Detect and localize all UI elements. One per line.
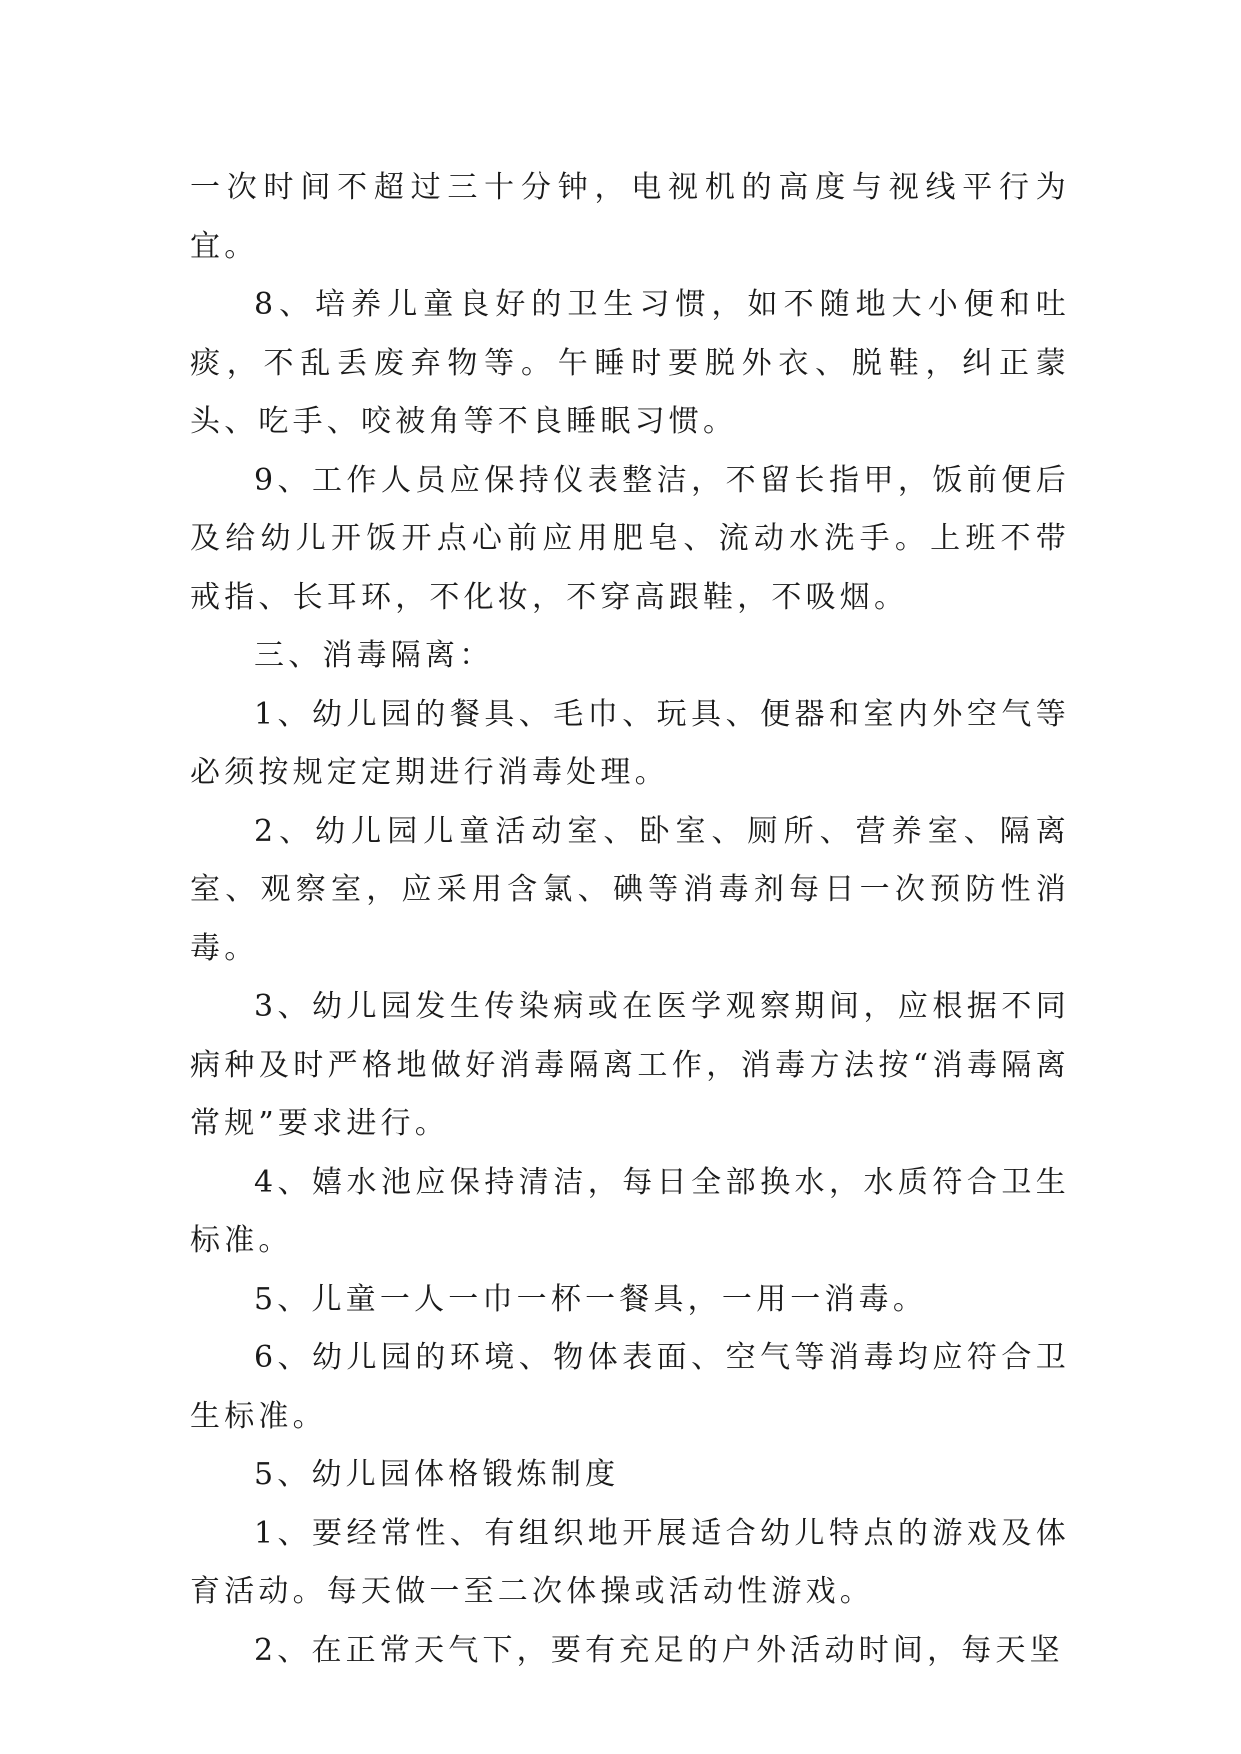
paragraph-disinfection-3: 3、幼儿园发生传染病或在医学观察期间，应根据不同病种及时严格地做好消毒隔离工作，消毒方法按“消毒隔离常规”要求进行。 [190,989,1070,1141]
paragraph-disinfection-4: 4、嬉水池应保持清洁，每日全部换水，水质符合卫生标准。 [190,1164,1070,1258]
paragraph-item-8: 8、培养儿童良好的卫生习惯，如不随地大小便和吐痰，不乱丢废弃物等。午睡时要脱外衣、脱鞋，纠正蒙头、吃手、咬被角等不良睡眠习惯。 [190,287,1070,439]
paragraph-disinfection-1: 1、幼儿园的餐具、毛巾、玩具、便器和室内外空气等必须按规定定期进行消毒处理。 [190,696,1070,790]
paragraph-disinfection-6: 6、幼儿园的环境、物体表面、空气等消毒均应符合卫生标准。 [190,1340,1070,1434]
paragraph-disinfection-5: 5、儿童一人一巾一杯一餐具，一用一消毒。 [254,1281,928,1317]
document-body [190,159,1070,1680]
section-heading-disinfection: 三、消毒隔离： [254,638,494,673]
section-heading-exercise: 5、幼儿园体格锻炼制度 [254,1457,620,1492]
paragraph-disinfection-2: 2、幼儿园儿童活动室、卧室、厕所、营养室、隔离室、观察室，应采用含氯、碘等消毒剂每日一次预防性消毒。 [190,813,1070,966]
paragraph-item-9: 9、工作人员应保持仪表整洁，不留长指甲，饭前便后及给幼儿开饭开点心前应用肥皂、流动水洗手。上班不带戒指、长耳环，不化妆，不穿高跟鞋，不吸烟。 [190,462,1070,615]
paragraph-exercise-2: 2、在正常天气下，要有充足的户外活动时间，每天坚 [254,1632,1064,1668]
paragraph-continuation: 一次时间不超过三十分钟，电视机的高度与视线平行为宜。 [190,170,1070,264]
paragraph-exercise-1: 1、要经常性、有组织地开展适合幼儿特点的游戏及体育活动。每天做一至二次体操或活动性游戏。 [190,1515,1070,1609]
